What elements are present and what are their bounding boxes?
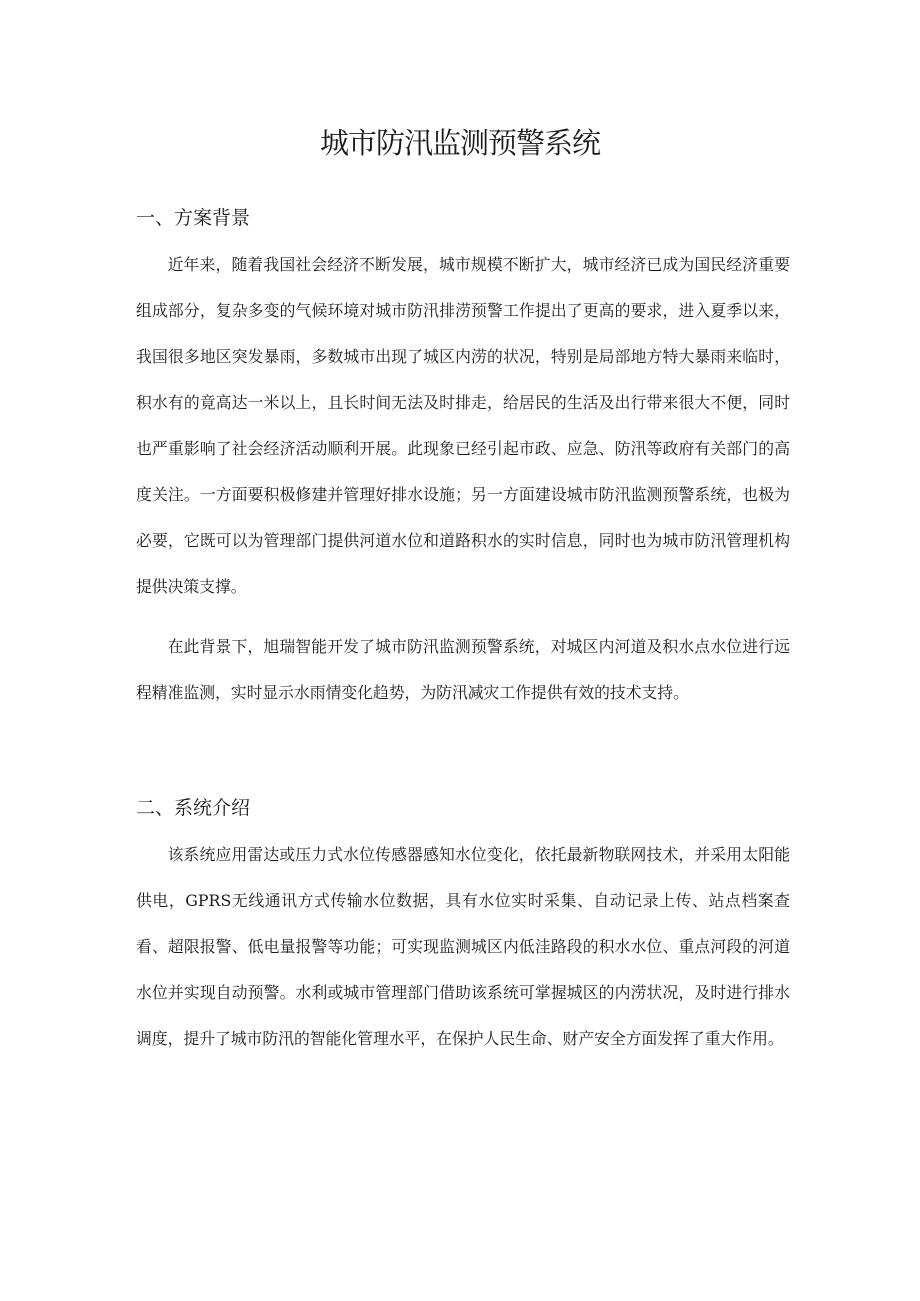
section-paragraph: 近年来，随着我国社会经济不断发展，城市规模不断扩大，城市经济已成为国民经济重要组成部分，复杂多变的气候环境对城市防汛排涝预警工作提出了更高的要求，进入夏季以来，我国很多地区突发暴雨，多数城市出现了城区内涝的状况，特别是局部地方特大暴雨来临时，积水有的竟高达一米以上，且长时间无法及时排走，给居民的生活及出行带来很大不便，同时也严重影响了社会经济活动顺利开展。此现象已经引起市政、应急、防汛等政府有关部门的高度关注。一方面要积极修建并管理好排水设施；另一方面建设城市防汛监测预警系统，也极为必要，它既可以为管理部门提供河道水位和道路积水的实时信息，同时也为城市防汛管理机构提供决策支撑。 [136, 255, 790, 596]
section-heading-system-intro: 二、系统介绍 [136, 797, 251, 819]
section-heading-background: 一、方案背景 [136, 207, 251, 229]
document-title: 城市防汛监测预警系统 [319, 126, 600, 160]
section-paragraph: 在此背景下，旭瑞智能开发了城市防汛监测预警系统，对城区内河道及积水点水位进行远程精准监测，实时显示水雨情变化趋势，为防汛减灾工作提供有效的技术支持。 [136, 637, 790, 702]
section-paragraph: 该系统应用雷达或压力式水位传感器感知水位变化，依托最新物联网技术，并采用太阳能供电，GPRS无线通讯方式传输水位数据，具有水位实时采集、自动记录上传、站点档案查看、超限报警、低电量报警等功能；可实现监测城区内低洼路段的积水水位、重点河段的河道水位并实现自动预警。水利或城市管理部门借助该系统可掌握城区的内涝状况，及时进行排水调度，提升了城市防汛的智能化管理水平，在保护人民生命、财产安全方面发挥了重大作用。 [136, 845, 790, 1048]
